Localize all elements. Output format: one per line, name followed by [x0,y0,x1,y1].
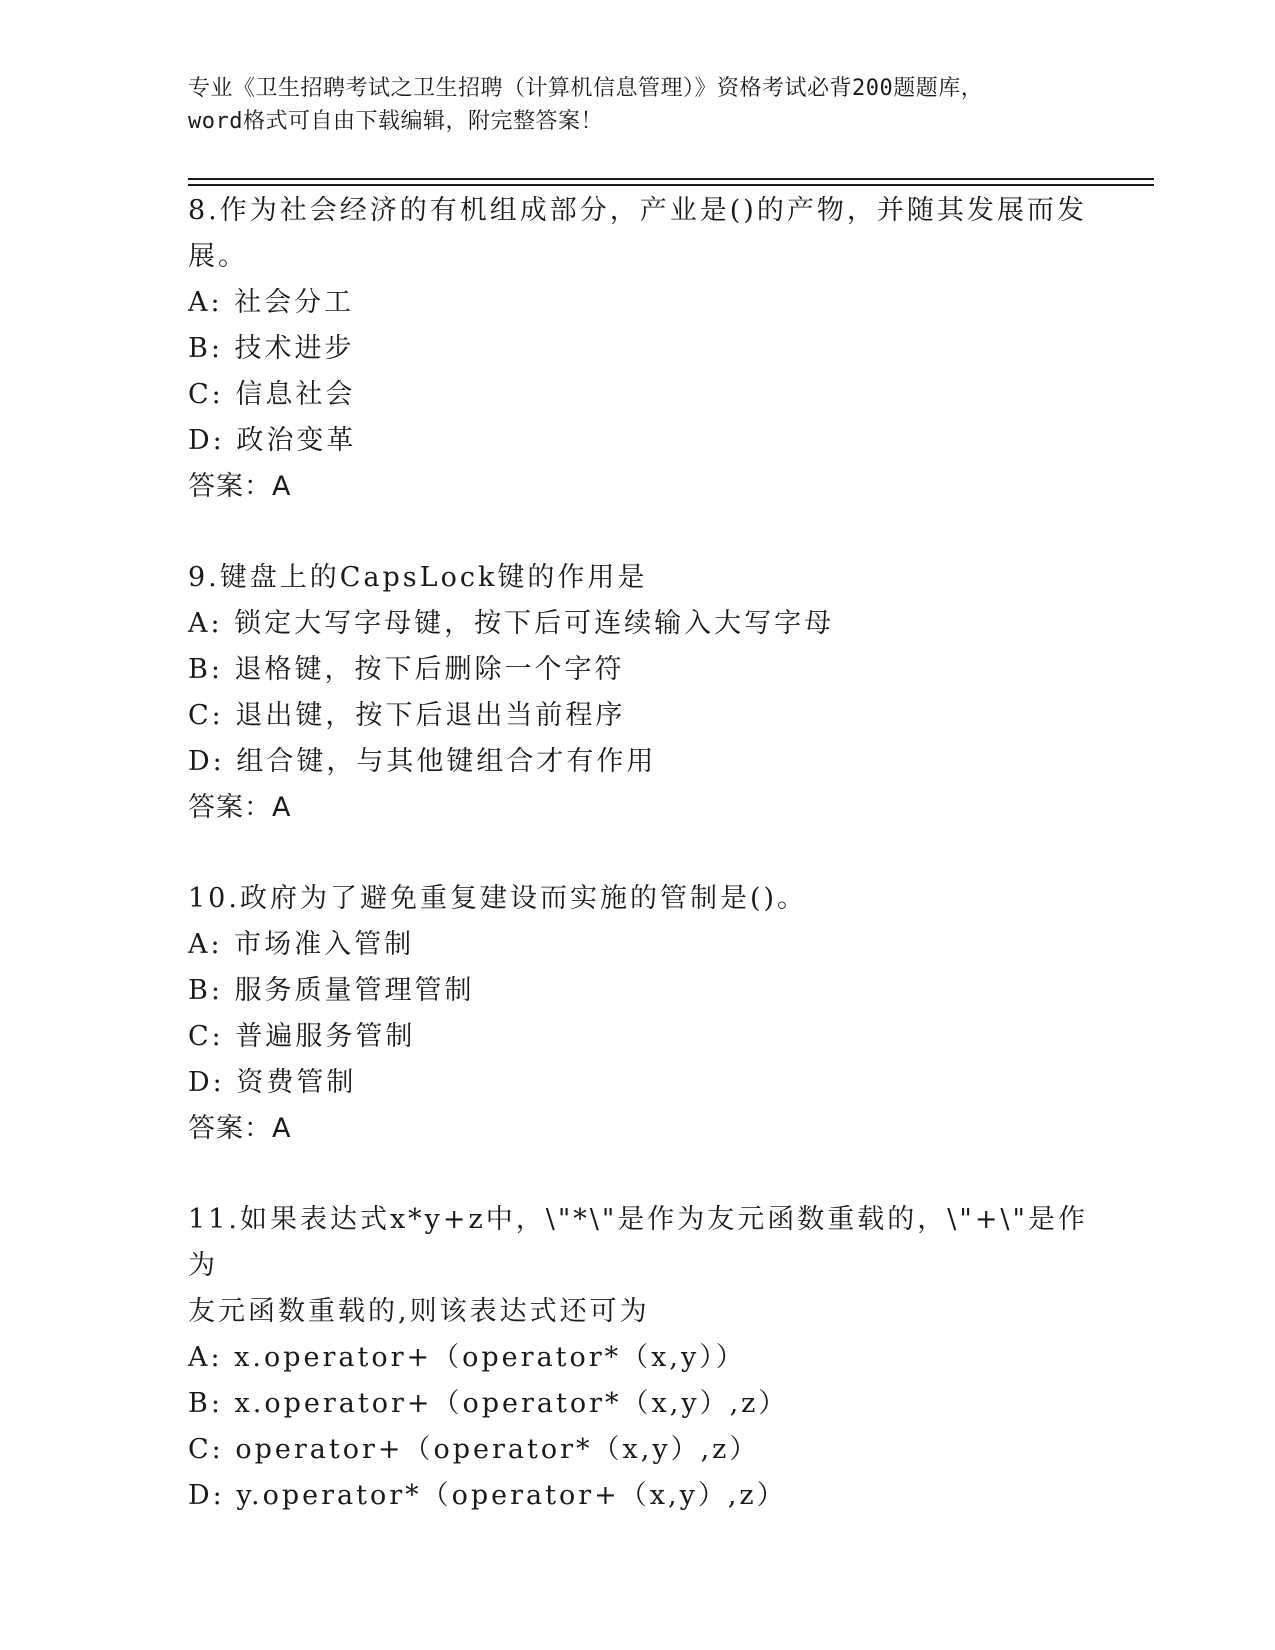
question-10 [188,876,1088,1152]
option-d: D: 政治变革 [188,425,357,456]
option-c: C: operator+（operator*（x,y）,z） [188,1434,760,1465]
header-line-2: word格式可自由下载编辑，附完整答案！ [188,109,603,134]
option-b: B: 服务质量管理管制 [188,975,475,1006]
question-9 [188,555,1088,831]
question-spacer [188,1152,1088,1197]
option-c: C: 退出键，按下后退出当前程序 [188,700,626,731]
option-a: A: 社会分工 [188,287,355,318]
option-d: D: 组合键，与其他键组合才有作用 [188,746,657,777]
answer: 答案：A [188,471,292,502]
option-a: A: x.operator+（operator*（x,y）） [188,1342,746,1373]
header-line-1: 专业《卫生招聘考试之卫生招聘（计算机信息管理）》资格考试必背200题题库， [188,76,984,101]
option-a: A: 锁定大写字母键，按下后可连续输入大写字母 [188,608,835,639]
question-text: 8.作为社会经济的有机组成部分，产业是()的产物，并随其发展而发 [188,195,1087,226]
option-c: C: 信息社会 [188,379,356,410]
option-b: B: 技术进步 [188,333,355,364]
option-c: C: 普遍服务管制 [188,1021,416,1052]
option-b: B: 退格键，按下后删除一个字符 [188,654,625,685]
option-d: D: 资费管制 [188,1067,357,1098]
question-text-continued: 展。 [188,241,248,272]
answer: 答案：A [188,792,292,823]
option-b: B: x.operator+（operator*（x,y）,z） [188,1388,789,1419]
question-list [188,188,1088,1519]
question-text: 9.键盘上的CapsLock键的作用是 [188,562,648,593]
document-header [188,72,1088,138]
question-text: 11.如果表达式x*y+z中，\"*\"是作为友元函数重载的，\"+\"是作为 [188,1204,1088,1281]
header-divider-top [188,178,1154,180]
question-8 [188,188,1088,510]
answer: 答案：A [188,1113,292,1144]
question-spacer [188,831,1088,876]
option-a: A: 市场准入管制 [188,929,415,960]
header-divider-bottom [188,184,1154,186]
option-d: D: y.operator*（operator+（x,y）,z） [188,1480,787,1511]
question-11 [188,1197,1088,1519]
question-text: 10.政府为了避免重复建设而实施的管制是()。 [188,883,808,914]
question-text-continued: 友元函数重载的,则该表达式还可为 [188,1296,650,1327]
question-spacer [188,510,1088,555]
